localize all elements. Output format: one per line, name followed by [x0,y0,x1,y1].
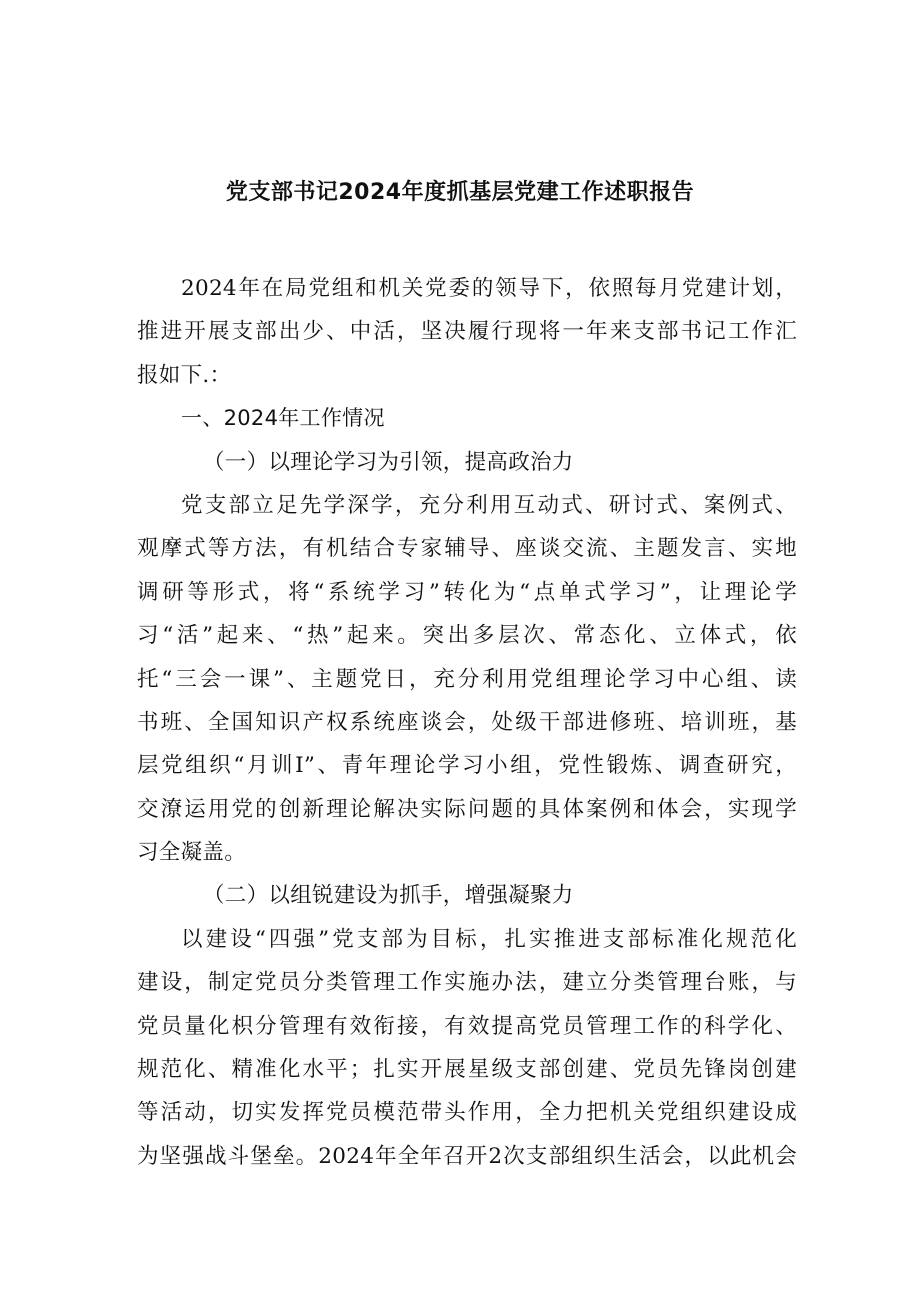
text-line: 等活动，切实发挥党员模范带头作用，全力把机关党组织建设成 [137,1100,797,1126]
text-line: 2024年在局党组和机关党委的领导下，依照每月党建计划， [181,276,797,301]
text-line: 交潦运用党的创新理论解决实际问题的具体案例和体会，实现学 [137,796,797,822]
text-line: 习“活”起来、“热”起来。突出多层次、常态化、立体式，依 [137,623,797,649]
organization-building-paragraph [137,918,797,1178]
text-line: 规范化、精准化水平；扎实开展星级支部创建、党员先锋岗创建 [137,1057,797,1083]
text-line: 层党组织“月训I”、青年理论学习小组，党性锻炼、调查研究， [137,753,797,779]
section-heading: 一、2024年工作情况 [181,406,385,431]
document-body [137,267,797,1178]
text-line: 书班、全国知识产权系统座谈会，处级干部进修班、培训班，基 [137,709,797,735]
intro-paragraph [137,267,797,397]
text-line: 观摩式等方法，有机结合专家辅导、座谈交流、主题发言、实地 [137,536,797,562]
text-line: 党员量化枳分管理有效衔接，有效提高党员管理工作的科学化、 [137,1013,797,1039]
subsection-heading: （二）以组锐建设为抓手，增强凝聚力 [203,883,574,909]
text-line: 党支部立足先学深学，充分利用互动式、研讨式、案例式、 [181,492,797,518]
text-line: 报如下.： [137,362,232,388]
text-line: 建设，制定党员分类管理工作实施办法，建立分类管理台账，与 [137,970,797,996]
document-title: 党支部书记2024年度抓基层党建工作述职报告 [225,180,695,205]
theory-study-paragraph [137,484,797,875]
text-line: 推进开展支部出少、中活，坚决履行现将一年来支部书记工作汇 [137,319,797,345]
subsection-heading: （一）以理论学习为引领，提高政治力 [203,449,574,475]
text-line: 调研等形式，将“系统学习”转化为“点单式学习”，让理论学 [137,579,797,605]
text-line: 托“三会一课”、主题党日，充分利用党组理论学习中心组、读 [137,666,797,692]
text-line: 为坚强战斗堡垒。2024年全年召开2次支部组织生活会，以此机会 [137,1143,797,1169]
text-line: 习全凝盖。 [137,840,247,866]
text-line: 以建设“四强”党支部为目标，扎实推进支部标准化规范化 [181,926,797,952]
